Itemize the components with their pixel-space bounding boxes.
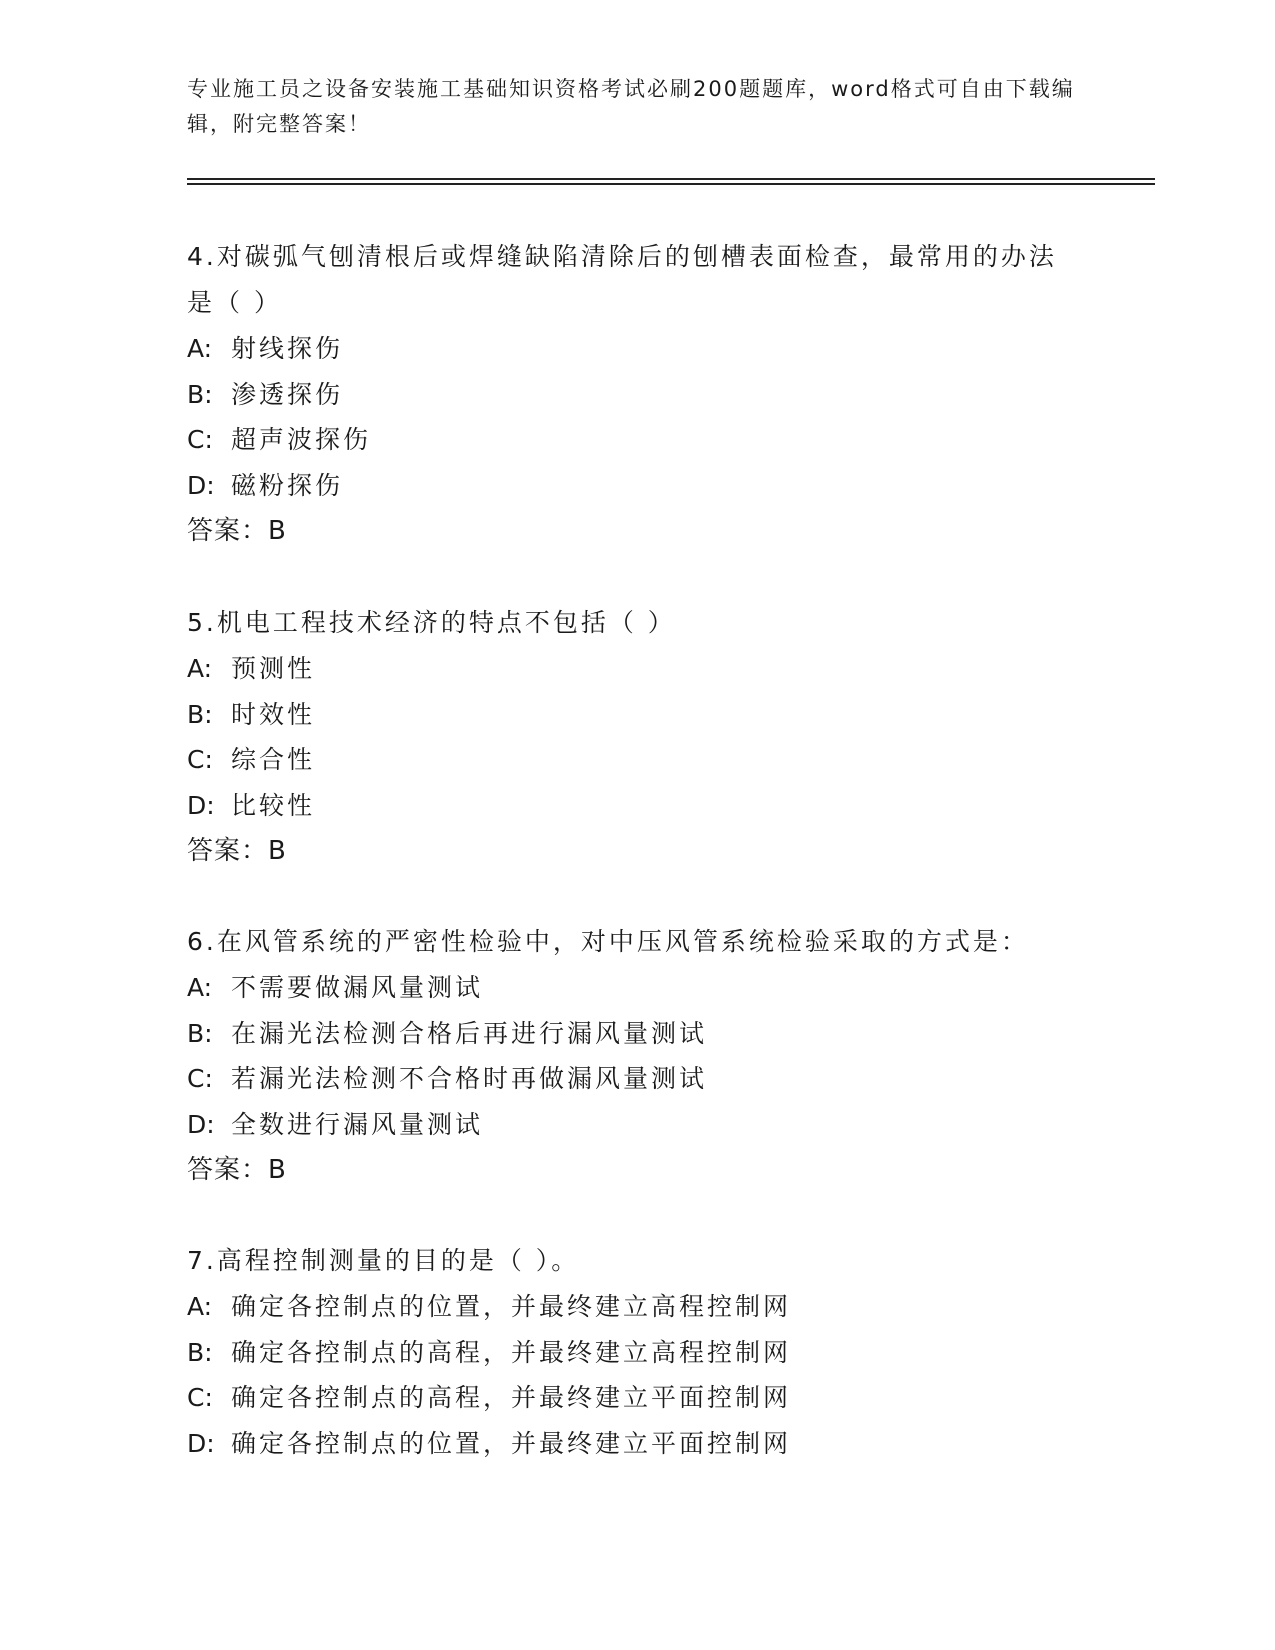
question-6: [187, 919, 1067, 1193]
option-text: 射线探伤: [231, 334, 344, 363]
option-a: [187, 326, 1067, 372]
option-a: [187, 646, 1067, 692]
option-key: A:: [187, 1292, 213, 1321]
option-d: [187, 1421, 1067, 1467]
option-key: B:: [187, 699, 213, 729]
question-stem: 4.对碳弧气刨清根后或焊缝缺陷清除后的刨槽表面检查，最常用的办法是（ ）: [187, 242, 1057, 317]
answer-line: 答案：B: [187, 836, 287, 866]
option-text: 全数进行漏风量测试: [231, 1109, 484, 1139]
option-key: B:: [187, 379, 213, 409]
option-text: 综合性: [231, 745, 316, 774]
option-key: C:: [187, 745, 213, 774]
option-key: A:: [187, 973, 213, 1002]
option-d: [187, 783, 1067, 829]
option-b: [187, 372, 1067, 418]
question-stem: 7.高程控制测量的目的是（ ）。: [187, 1246, 580, 1275]
option-key: C:: [187, 1064, 213, 1093]
option-text: 磁粉探伤: [231, 470, 344, 500]
option-b: [187, 692, 1067, 738]
option-key: D:: [187, 790, 215, 820]
question-7: [187, 1238, 1067, 1466]
option-a: [187, 1284, 1067, 1330]
option-c: [187, 737, 1067, 783]
option-key: D:: [187, 470, 215, 500]
option-key: D:: [187, 1428, 215, 1458]
header-divider-top: [187, 178, 1155, 180]
option-key: B:: [187, 1337, 213, 1367]
option-c: [187, 1375, 1067, 1421]
option-key: A:: [187, 654, 213, 683]
option-text: 比较性: [231, 790, 316, 820]
option-text: 确定各控制点的高程，并最终建立平面控制网: [231, 1383, 792, 1412]
option-text: 若漏光法检测不合格时再做漏风量测试: [231, 1064, 708, 1093]
option-text: 确定各控制点的高程，并最终建立高程控制网: [231, 1337, 792, 1367]
option-a: [187, 965, 1067, 1011]
option-key: C:: [187, 425, 213, 454]
option-text: 确定各控制点的位置，并最终建立高程控制网: [231, 1292, 792, 1321]
option-key: D:: [187, 1109, 215, 1139]
option-d: [187, 1102, 1067, 1148]
option-text: 确定各控制点的位置，并最终建立平面控制网: [231, 1428, 792, 1458]
option-c: [187, 417, 1067, 463]
answer-line: 答案：B: [187, 516, 287, 546]
option-c: [187, 1056, 1067, 1102]
option-text: 时效性: [231, 699, 316, 729]
option-text: 在漏光法检测合格后再进行漏风量测试: [231, 1018, 708, 1048]
option-b: [187, 1330, 1067, 1376]
option-b: [187, 1011, 1067, 1057]
option-text: 不需要做漏风量测试: [231, 973, 484, 1002]
question-stem: 5.机电工程技术经济的特点不包括（ ）: [187, 608, 676, 637]
option-text: 超声波探伤: [231, 425, 372, 454]
option-text: 渗透探伤: [231, 379, 344, 409]
header-divider-bottom: [187, 183, 1155, 185]
option-key: A:: [187, 334, 213, 363]
option-text: 预测性: [231, 654, 316, 683]
question-5: [187, 600, 1067, 874]
question-4: [187, 234, 1067, 554]
option-key: C:: [187, 1383, 213, 1412]
option-d: [187, 463, 1067, 509]
document-header: 专业施工员之设备安装施工基础知识资格考试必刷200题题库，word格式可自由下载编辑，附完整答案！: [187, 77, 1075, 136]
answer-line: 答案：B: [187, 1155, 287, 1185]
option-key: B:: [187, 1018, 213, 1048]
question-stem: 6.在风管系统的严密性检验中，对中压风管系统检验采取的方式是：: [187, 927, 1029, 956]
